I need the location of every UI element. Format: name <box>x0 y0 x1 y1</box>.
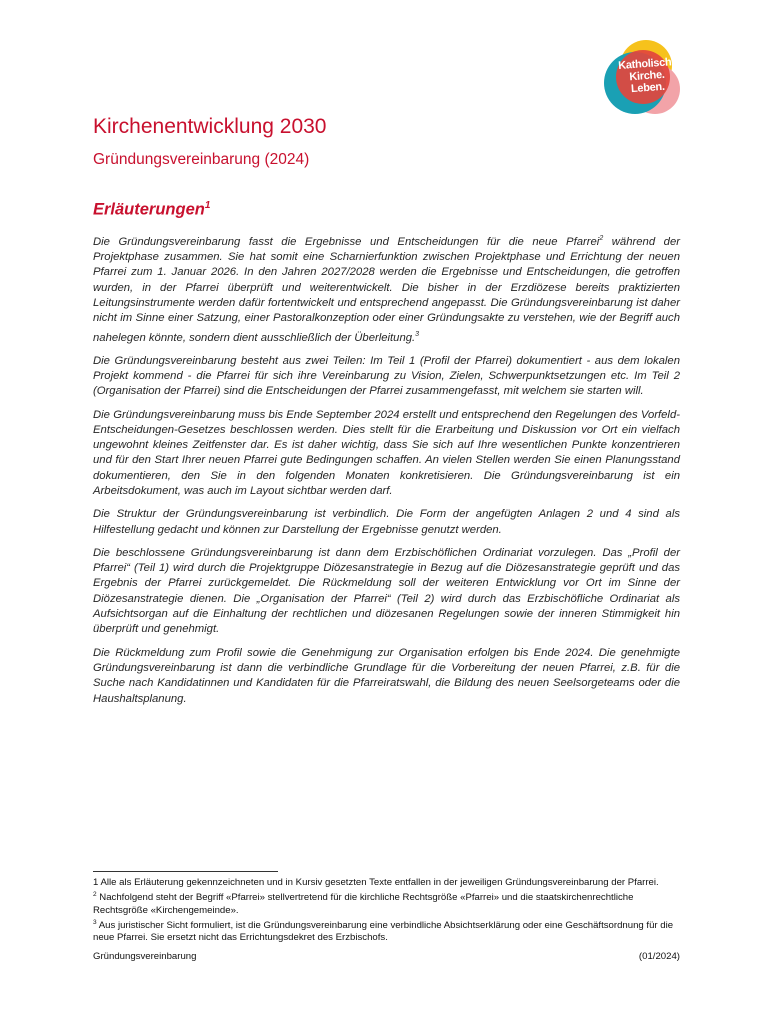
footer-document-name: Gründungsvereinbarung <box>93 951 197 962</box>
footnote-number: 3 <box>93 918 97 926</box>
katholisch-kirche-leben-logo <box>600 40 682 116</box>
footnote-ref-2: 2 <box>599 235 604 242</box>
section-heading-text: Erläuterungen <box>93 200 205 219</box>
footnote-text: Nachfolgend steht der Begriff «Pfarrei» stellvertretend für die kirchliche Rechtsgröße «Pfarrei» und die staatskirchenrechtliche Rechtsgröße «Kirchengemeinde». <box>93 892 634 916</box>
footnote-number: 2 <box>93 891 97 899</box>
paragraph-5: Die beschlossene Gründungsvereinbarung ist dann dem Erzbischöflichen Ordinariat vorzulegen. Das „Profil der Pfarrei“ (Teil 1) wird durch die Projektgruppe Diözesanstrategie in Bezug auf die Diözesanstrategie geprüft und das Ergebnis der Pfarrei zurückgemeldet. Die Rückmeldung soll der weiteren Entwicklung vor Ort im Sinne der Diözesanstrategie dienen. Die „Organisation der Pfarrei“ (Teil 2) wird durch das Erzbischöfliche Ordinariat als Aufsichtsorgan auf die Einhaltung der rechtlichen und diözesanen Regelungen sowie der inneren Stimmigkeit hin überprüft und genehmigt. <box>93 546 680 636</box>
explanation-body <box>93 231 680 715</box>
paragraph-4: Die Struktur der Gründungsvereinbarung ist verbindlich. Die Form der angefügten Anlagen 2 und 4 sind als Hilfestellung gedacht und können zur Darstellung der Ergebnisse genutzt werden. <box>93 508 680 536</box>
paragraph-1 <box>93 231 680 346</box>
section-heading <box>93 200 210 220</box>
footnote-text: Alle als Erläuterung gekennzeichneten und in Kursiv gesetzten Texte entfallen in der jeweiligen Gründungsvereinbarung der Pfarrei. <box>98 877 659 888</box>
paragraph-1-part-a: Die Gründungsvereinbarung fasst die Ergebnisse und Entscheidungen für die neue Pfarrei <box>93 235 600 248</box>
document-title: Kirchenentwicklung 2030 <box>93 115 327 138</box>
footnote-2 <box>93 889 680 917</box>
footnote-text: Aus juristischer Sicht formuliert, ist die Gründungsvereinbarung eine verbindliche Absichtserklärung oder eine Geschäftsordnung für die neue Pfarrei. Sie ersetzt nicht das Errichtungsdekret des Erzbischofs. <box>93 919 674 944</box>
footnote-ref-3: 3 <box>415 330 420 338</box>
paragraph-2: Die Gründungsvereinbarung besteht aus zwei Teilen: Im Teil 1 (Profil der Pfarrei) dokumentiert - aus dem lokalen Projekt kommend - die Pfarrei für sich ihre Vereinbarung zu Vision, Zielen, Schwerpunktsetzungen etc. Im Teil 2 (Organisation der Pfarrei) sind die Entscheidungen der Pfarrei zusammengefasst, mit welchem sie starten will. <box>93 354 680 398</box>
footnote-divider <box>93 871 278 872</box>
footer-version: (01/2024) <box>638 951 680 962</box>
paragraph-3: Die Gründungsvereinbarung muss bis Ende September 2024 erstellt und entsprechend den Regelungen des Vorfeld-Entscheidungen-Gesetzes beschlossen werden. Dies stellt für die Erarbeitung und Diskussion vor Ort ein vielfach ungewohnt kleines Zeitfenster dar. Es ist daher wichtig, dass Sie sich auf Ihre wesentlichen Punkte konzentrieren und für den Start Ihrer neuen Pfarrei gute Bedingungen schaffen. An vielen Stellen werden Sie einen Planungsstand dokumentieren, den Sie in den folgenden Monaten konkretisieren. Die Gründungsvereinbarung ist ein Arbeitsdokument, was auch im Layout sichtbar werden darf. <box>93 408 680 497</box>
logo-text <box>611 56 683 97</box>
logo-line-1: Katholisch. <box>617 56 675 72</box>
footnote-number: 1 <box>93 877 99 888</box>
footnote-3 <box>93 917 680 945</box>
footnote-ref-1: 1 <box>204 200 211 211</box>
footnotes <box>93 877 680 944</box>
paragraph-1-part-b: während der Projektphase zusammen. Sie hat somit eine Scharnierfunktion zwischen Projektphase und Errichtung der neuen Pfarrei zum 1. Januar 2026. In den Jahren 2027/2028 werden die Ergebnisse und Entscheidungen, die getroffen wurden, in der Pfarrei überprüft und weiterentwickelt. Die bisher in der Erzdiözese bereits praktizierten Leitungsinstrumente werden dafür fortentwickelt und entsprechend angepasst. Die Gründungsvereinbarung ist daher nicht im Sinne einer Satzung, einer Pastoralkonzeption oder einer Gründungsakte zu verstehen, wie der Begriff auch nahelegen könnte, sondern dient ausschließlich der Überleitung. <box>93 235 680 344</box>
paragraph-6: Die Rückmeldung zum Profil sowie die Genehmigung zur Organisation erfolgen bis Ende 2024. Die genehmigte Gründungsvereinbarung ist dann die verbindliche Grundlage für die Vorbereitung der neuen Pfarrei, z.B. für die Suche nach Kandidatinnen und Kandidaten für die Pfarreiratswahl, die Bildung des neuen Seelsorgeteams oder die Haushaltsplanung. <box>93 646 680 705</box>
logo-line-3: Leben. <box>630 80 666 96</box>
page-footer <box>93 951 680 965</box>
document-subtitle: Gründungsvereinbarung (2024) <box>93 151 310 168</box>
logo-line-2: Kirche. <box>629 68 665 84</box>
footnote-1 <box>93 877 680 889</box>
